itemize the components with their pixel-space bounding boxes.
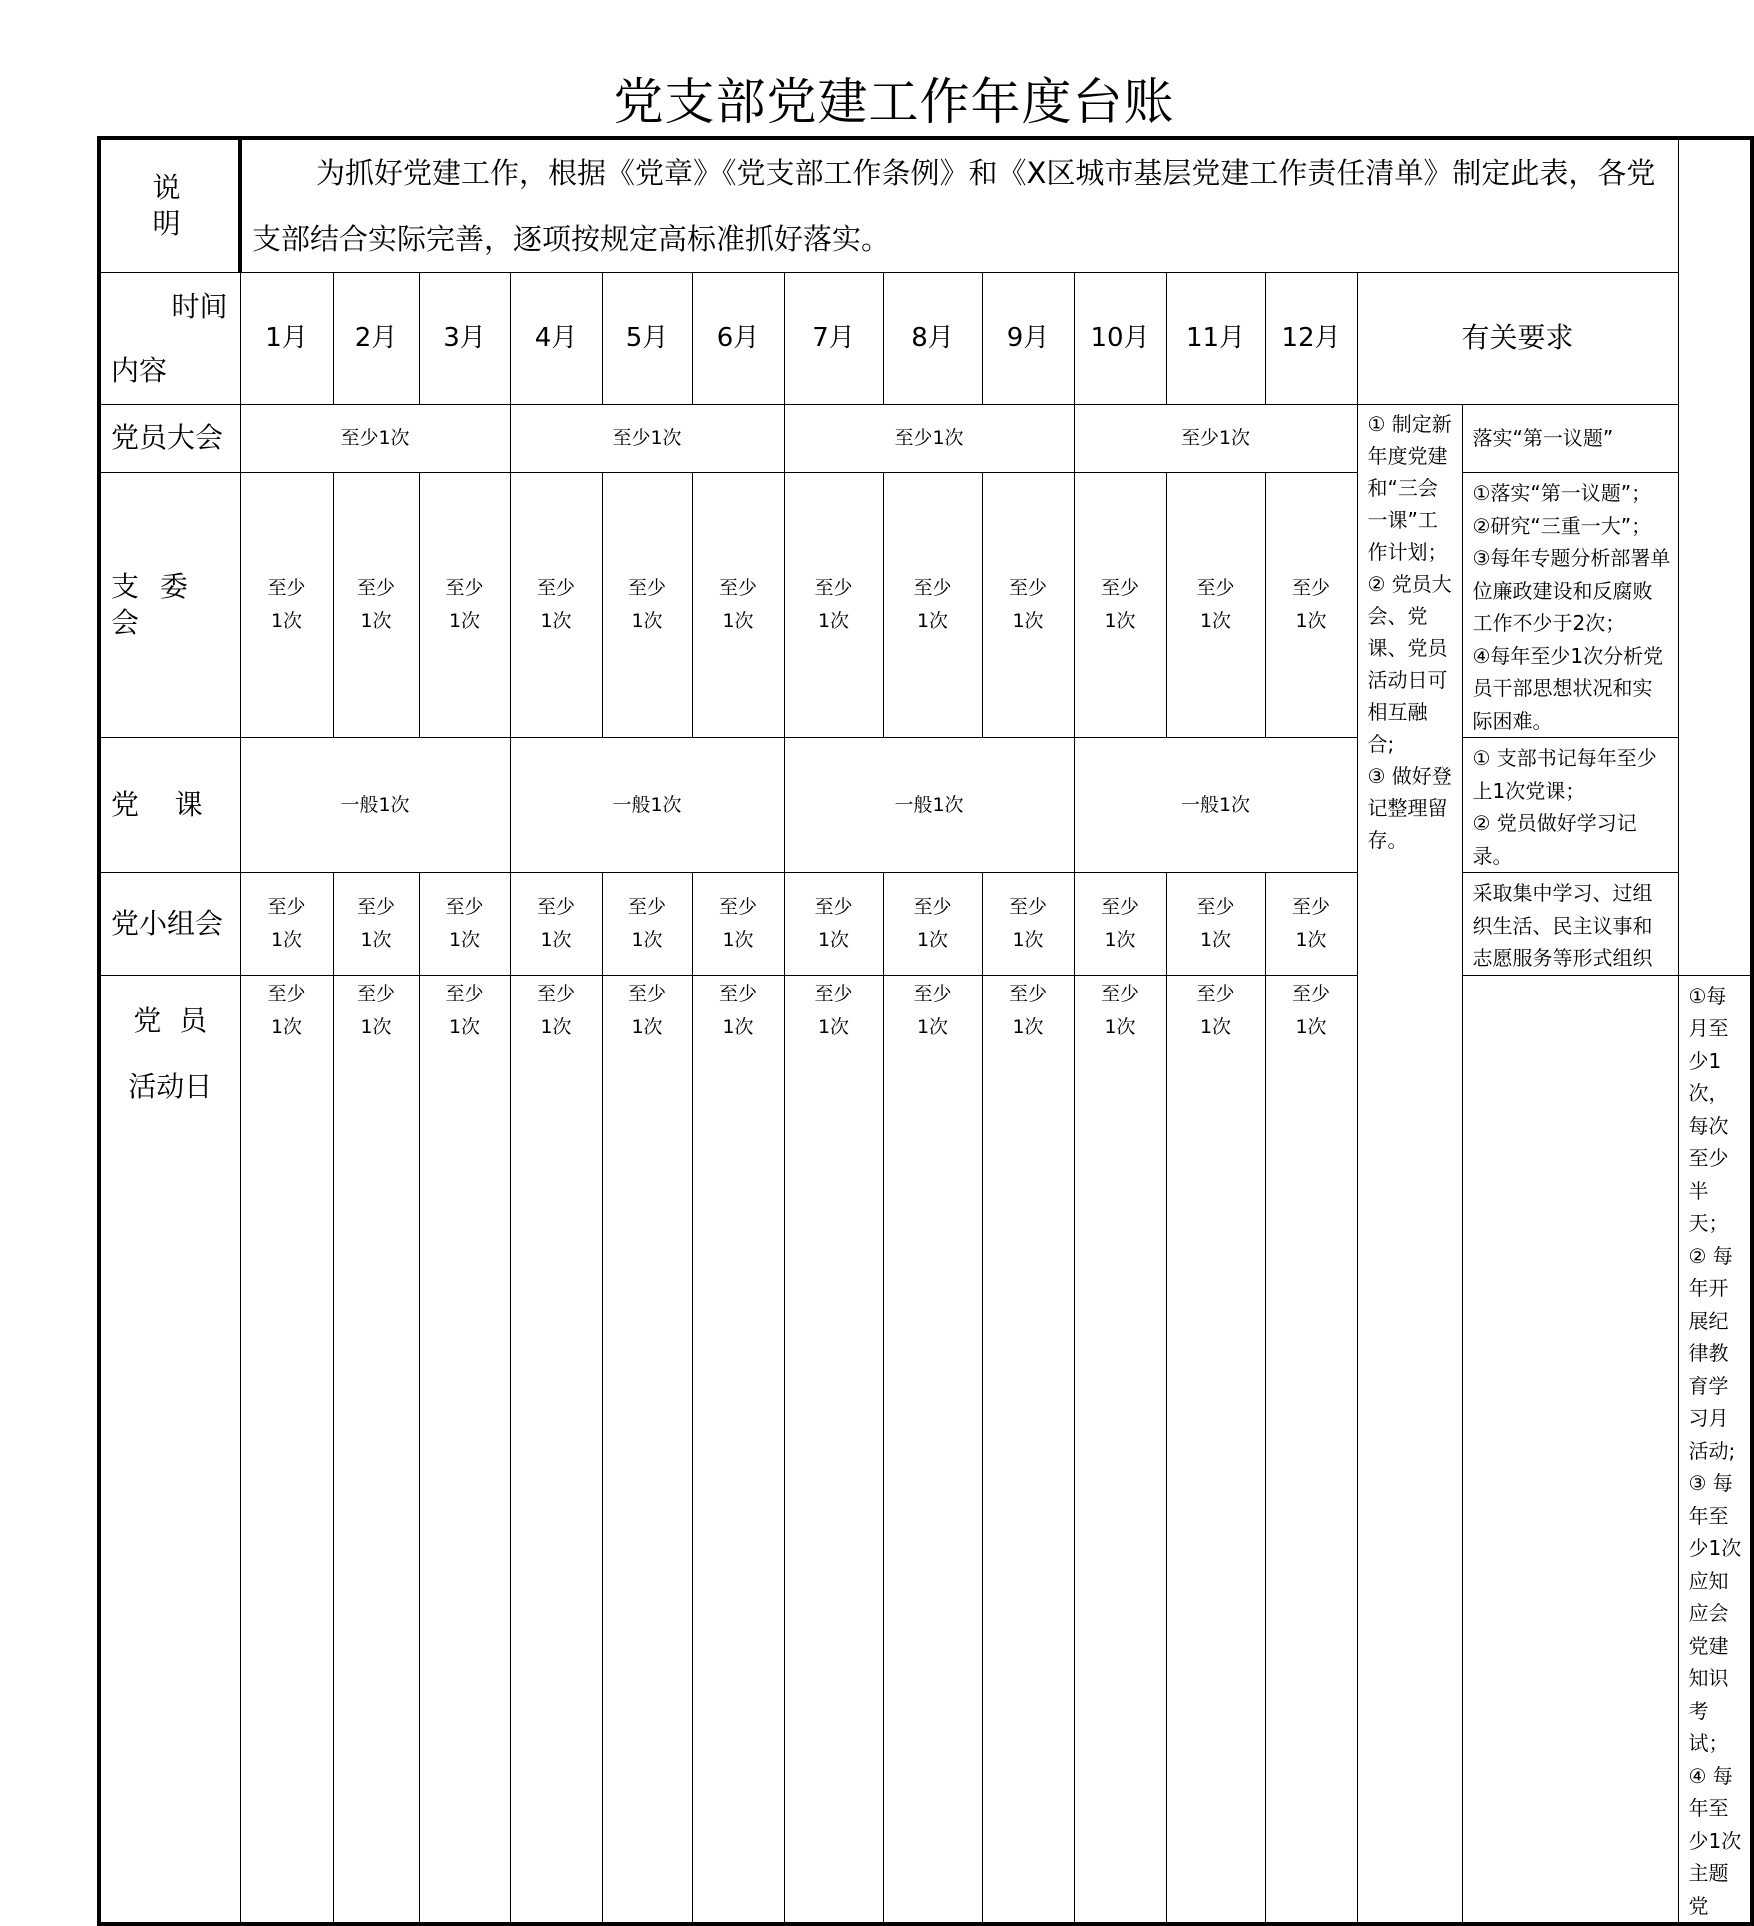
requirements-header: 有关要求	[1357, 273, 1678, 405]
month-cell: 至少 1次	[1166, 473, 1265, 738]
month-cell: 至少 1次	[883, 873, 982, 976]
month-cell: 至少 1次	[510, 473, 602, 738]
time-content-header	[99, 273, 240, 405]
row-label-party-group: 党小组会	[99, 873, 240, 976]
month-cell: 至少 1次	[1265, 873, 1357, 976]
quarter-cell: 至少1次	[510, 405, 784, 473]
general-req-item: ② 党员大会、党课、党员活动日可相互融合;	[1367, 572, 1452, 756]
quarter-cell: 一般1次	[1074, 738, 1357, 873]
quarter-cell: 一般1次	[784, 738, 1074, 873]
month-cell: 至少 1次	[602, 975, 692, 1924]
general-req-item: ③ 做好登记整理留存。	[1367, 764, 1452, 852]
general-requirements	[1357, 405, 1462, 1925]
quarter-cell: 至少1次	[240, 405, 510, 473]
req-party-group: 采取集中学习、过组织生活、民主议事和志愿服务等形式组织	[1462, 873, 1678, 976]
month-header: 6月	[692, 273, 784, 405]
month-cell: 至少 1次	[333, 473, 419, 738]
row-label-party-lecture: 党 课	[99, 738, 240, 873]
general-req-item: ① 制定新年度党建和“三会一课”工作计划；	[1367, 412, 1452, 564]
month-cell: 至少 1次	[784, 473, 883, 738]
month-cell: 至少 1次	[419, 873, 510, 976]
month-cell: 至少 1次	[692, 975, 784, 1924]
month-cell: 至少 1次	[883, 473, 982, 738]
month-cell: 至少 1次	[240, 975, 333, 1924]
month-header: 3月	[419, 273, 510, 405]
req-party-assembly: 落实“第一议题”	[1462, 405, 1678, 473]
month-cell: 至少 1次	[419, 473, 510, 738]
ledger-table	[97, 136, 1754, 1926]
month-cell: 至少 1次	[982, 473, 1074, 738]
month-header: 7月	[784, 273, 883, 405]
month-cell: 至少 1次	[602, 473, 692, 738]
month-header: 9月	[982, 273, 1074, 405]
month-cell: 至少 1次	[602, 873, 692, 976]
description-text: 为抓好党建工作，根据《党章》《党支部工作条例》和《X区城市基层党建工作责任清单》制定此表，各党支部结合实际完善，逐项按规定高标准抓好落实。	[240, 138, 1678, 273]
month-cell: 至少 1次	[1265, 975, 1357, 1924]
month-cell: 至少 1次	[1074, 873, 1166, 976]
req-activity-day: ①每月至少1次，每次至少半天； ② 每年开展纪律教育学习月活动; ③ 每年至少1次应知应会党建知识考试； ④ 每年至少1次主题党	[1678, 975, 1752, 1924]
month-cell: 至少 1次	[240, 873, 333, 976]
month-cell: 至少 1次	[1074, 975, 1166, 1924]
month-header: 8月	[883, 273, 982, 405]
month-header: 10月	[1074, 273, 1166, 405]
month-cell: 至少 1次	[784, 873, 883, 976]
page-title: 党支部党建工作年度台账	[613, 73, 1175, 131]
month-cell: 至少 1次	[692, 473, 784, 738]
month-cell: 至少 1次	[692, 873, 784, 976]
row-label-branch-committee: 支 委 会	[99, 473, 240, 738]
month-cell: 至少 1次	[883, 975, 982, 1924]
req-branch-committee: ①落实“第一议题”； ②研究“三重一大”； ③每年专题分析部署单位廉政建设和反腐败工作不少于2次； ④每年至少1次分析党员干部思想状况和实际困难。	[1462, 473, 1678, 738]
time-label: 时间	[171, 289, 228, 323]
description-label: 说 明	[99, 138, 240, 273]
month-header: 5月	[602, 273, 692, 405]
month-cell: 至少 1次	[333, 873, 419, 976]
row-label-activity-day: 党 员 活动日	[99, 975, 240, 1924]
month-header: 2月	[333, 273, 419, 405]
month-cell: 至少 1次	[1166, 873, 1265, 976]
quarter-cell: 至少1次	[784, 405, 1074, 473]
quarter-cell: 一般1次	[240, 738, 510, 873]
month-cell: 至少 1次	[510, 873, 602, 976]
quarter-cell: 至少1次	[1074, 405, 1357, 473]
month-cell: 至少 1次	[982, 975, 1074, 1924]
month-cell: 至少 1次	[1265, 473, 1357, 738]
content-label: 内容	[111, 353, 168, 387]
month-cell: 至少 1次	[419, 975, 510, 1924]
month-cell: 至少 1次	[510, 975, 602, 1924]
month-header: 4月	[510, 273, 602, 405]
month-header: 12月	[1265, 273, 1357, 405]
row-label-party-assembly: 党员大会	[99, 405, 240, 473]
quarter-cell: 一般1次	[510, 738, 784, 873]
month-header: 1月	[240, 273, 333, 405]
month-cell: 至少 1次	[784, 975, 883, 1924]
month-cell: 至少 1次	[240, 473, 333, 738]
month-cell: 至少 1次	[1166, 975, 1265, 1924]
req-party-lecture: ① 支部书记每年至少上1次党课； ② 党员做好学习记录。	[1462, 738, 1678, 873]
month-cell: 至少 1次	[982, 873, 1074, 976]
general-req-continued	[1462, 975, 1678, 1924]
month-header: 11月	[1166, 273, 1265, 405]
month-cell: 至少 1次	[333, 975, 419, 1924]
month-cell: 至少 1次	[1074, 473, 1166, 738]
